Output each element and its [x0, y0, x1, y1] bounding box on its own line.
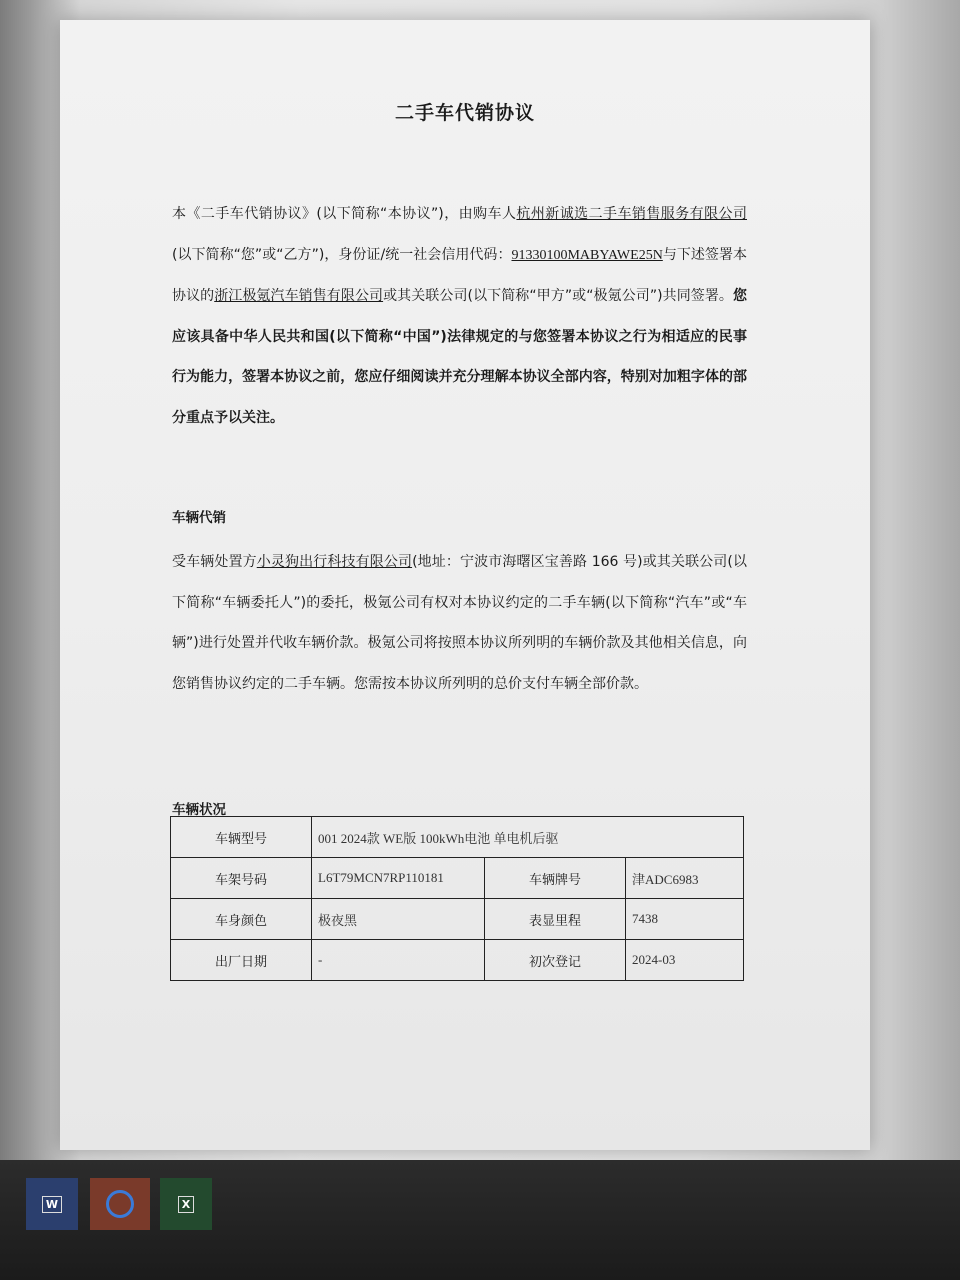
document-title: 二手车代销协议 [394, 102, 535, 124]
table-row [171, 899, 744, 940]
plate-label: 车辆牌号 [485, 858, 626, 899]
vin-label: 车架号码 [171, 858, 312, 899]
consignor-address: (地址：宁波市海曙区宝善路 166 号) [412, 554, 643, 570]
section-heading-consignment: 车辆代销 [172, 510, 226, 526]
table-row [171, 817, 744, 858]
color-value: 极夜黑 [312, 899, 485, 940]
word-taskbar-button[interactable] [26, 1178, 78, 1230]
intro-paragraph [172, 194, 747, 438]
section-heading-vehicle: 车辆状况 [172, 802, 226, 818]
consignment-paragraph [172, 542, 747, 704]
document-page [60, 20, 870, 1150]
excel-icon: X [178, 1196, 194, 1213]
seller-name: 浙江极氪汽车销售有限公司 [214, 288, 384, 304]
browser-taskbar-button[interactable] [90, 1178, 150, 1230]
intro-text-2: (以下简称“您”或“乙方”)，身份证/统一社会信用代码： [172, 246, 512, 263]
mileage-label: 表显里程 [485, 899, 626, 940]
model-value: 001 2024款 WE版 100kWh电池 单电机后驱 [312, 817, 744, 858]
table-row [171, 940, 744, 981]
vin-value: L6T79MCN7RP110181 [312, 858, 485, 899]
intro-bold-notice: 您应该具备中华人民共和国(以下简称“中国”)法律规定的与您签署本协议之行为相适应的民事行为能力，签署本协议之前，您应仔细阅读并充分理解本协议全部内容，特别对加粗字体的部分重点予以关注。 [172, 288, 747, 426]
reg-date-label: 初次登记 [485, 940, 626, 981]
color-label: 车身颜色 [171, 899, 312, 940]
mfg-date-label: 出厂日期 [171, 940, 312, 981]
taskbar [0, 1160, 960, 1280]
mileage-value: 7438 [626, 899, 744, 940]
buyer-name: 杭州新诚选二手车销售服务有限公司 [516, 206, 747, 222]
browser-icon [106, 1190, 134, 1218]
intro-text-1: 本《二手车代销协议》(以下简称“本协议”)，由购车人 [172, 206, 517, 222]
mfg-date-value: - [312, 940, 485, 981]
intro-text-3: 与下述签署本协议的 [172, 246, 747, 304]
consignor-name: 小灵狗出行科技有限公司 [256, 554, 413, 570]
consignment-text-2: 或其关联公司(以下简称“车辆委托人”)的委托，极氪公司有权对本协议约定的二手车辆(以下简称“汽车”或“车辆”)进行处置并代收车辆价款。极氪公司将按照本协议所列明的车辆价款及其他相关信息，向您销售协议约定的二手车辆。您需按本协议所列明的总价支付车辆全部价款。 [172, 554, 748, 692]
model-label: 车辆型号 [171, 817, 312, 858]
excel-taskbar-button[interactable] [160, 1178, 212, 1230]
intro-text-4: 或其关联公司(以下简称“甲方”或“极氪公司”)共同签署。 [383, 288, 733, 304]
reg-date-value: 2024-03 [626, 940, 744, 981]
table-row [171, 858, 744, 899]
vehicle-info-table [170, 816, 744, 981]
word-icon: W [42, 1196, 62, 1213]
consignment-text-1: 受车辆处置方 [172, 554, 257, 570]
credit-code: 91330100MABYAWE25N [511, 247, 663, 263]
plate-value: 津ADC6983 [626, 858, 744, 899]
